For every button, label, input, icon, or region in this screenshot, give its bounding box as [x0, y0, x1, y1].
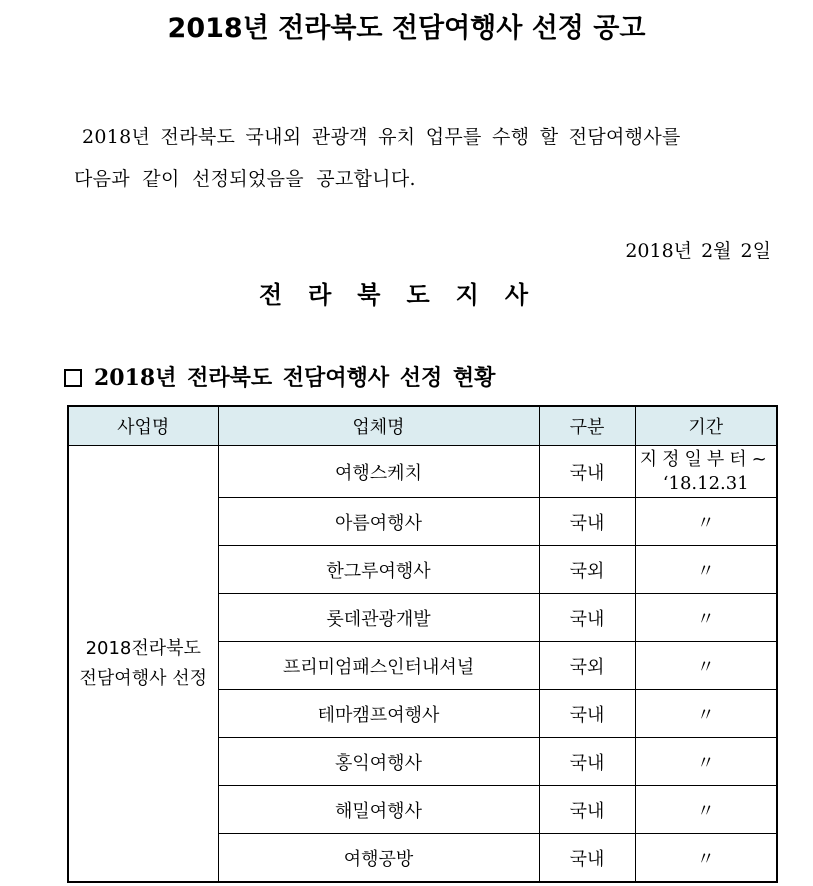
period-ditto: 〃 [635, 642, 777, 690]
project-name-cell [68, 446, 218, 883]
header-period: 기간 [635, 406, 777, 446]
period-ditto: 〃 [635, 594, 777, 642]
issuing-organization: 전라북도지사 [258, 280, 555, 309]
type-cell: 국내 [539, 690, 635, 738]
company-name: 아름여행사 [218, 498, 539, 546]
announcement-text-line-1: 2018년 전라북도 국내외 관광객 유치 업무를 수행 할 전담여행사를 [82, 126, 681, 148]
selection-table [67, 405, 778, 883]
period-ditto: 〃 [635, 738, 777, 786]
header-project: 사업명 [68, 406, 218, 446]
header-type: 구분 [539, 406, 635, 446]
header-company: 업체명 [218, 406, 539, 446]
section-title: 2018년 전라북도 전담여행사 선정 현황 [94, 365, 496, 391]
type-cell: 국내 [539, 594, 635, 642]
company-name: 프리미엄패스인터내셔널 [218, 642, 539, 690]
project-name-line-2: 전담여행사 선정 [79, 667, 207, 689]
type-cell: 국외 [539, 642, 635, 690]
type-cell: 국외 [539, 546, 635, 594]
project-name-line-1: 2018전라북도 [85, 637, 201, 659]
period-ditto: 〃 [635, 498, 777, 546]
table-header-row [68, 406, 777, 446]
period-ditto: 〃 [635, 690, 777, 738]
announcement-date: 2018년 2월 2일 [625, 240, 771, 262]
checkbox-square-icon [64, 369, 82, 387]
type-cell: 국내 [539, 446, 635, 498]
period-ditto: 〃 [635, 834, 777, 883]
company-name: 여행스케치 [218, 446, 539, 498]
period-ditto: 〃 [635, 786, 777, 834]
company-name: 홍익여행사 [218, 738, 539, 786]
company-name: 롯데관광개발 [218, 594, 539, 642]
announcement-text-line-2: 다음과 같이 선정되었음을 공고합니다. [74, 168, 416, 190]
type-cell: 국내 [539, 834, 635, 883]
company-name: 테마캠프여행사 [218, 690, 539, 738]
type-cell: 국내 [539, 498, 635, 546]
period-ditto: 〃 [635, 546, 777, 594]
company-name: 해밀여행사 [218, 786, 539, 834]
section-heading [64, 361, 495, 392]
table-row [68, 446, 777, 498]
type-cell: 국내 [539, 738, 635, 786]
period-line-1: 지정일부터~ [639, 448, 772, 470]
company-name: 여행공방 [218, 834, 539, 883]
page-title: 2018년 전라북도 전담여행사 선정 공고 [167, 13, 646, 44]
type-cell: 국내 [539, 786, 635, 834]
period-cell [635, 446, 777, 498]
company-name: 한그루여행사 [218, 546, 539, 594]
period-line-2: ‘18.12.31 [662, 472, 749, 494]
